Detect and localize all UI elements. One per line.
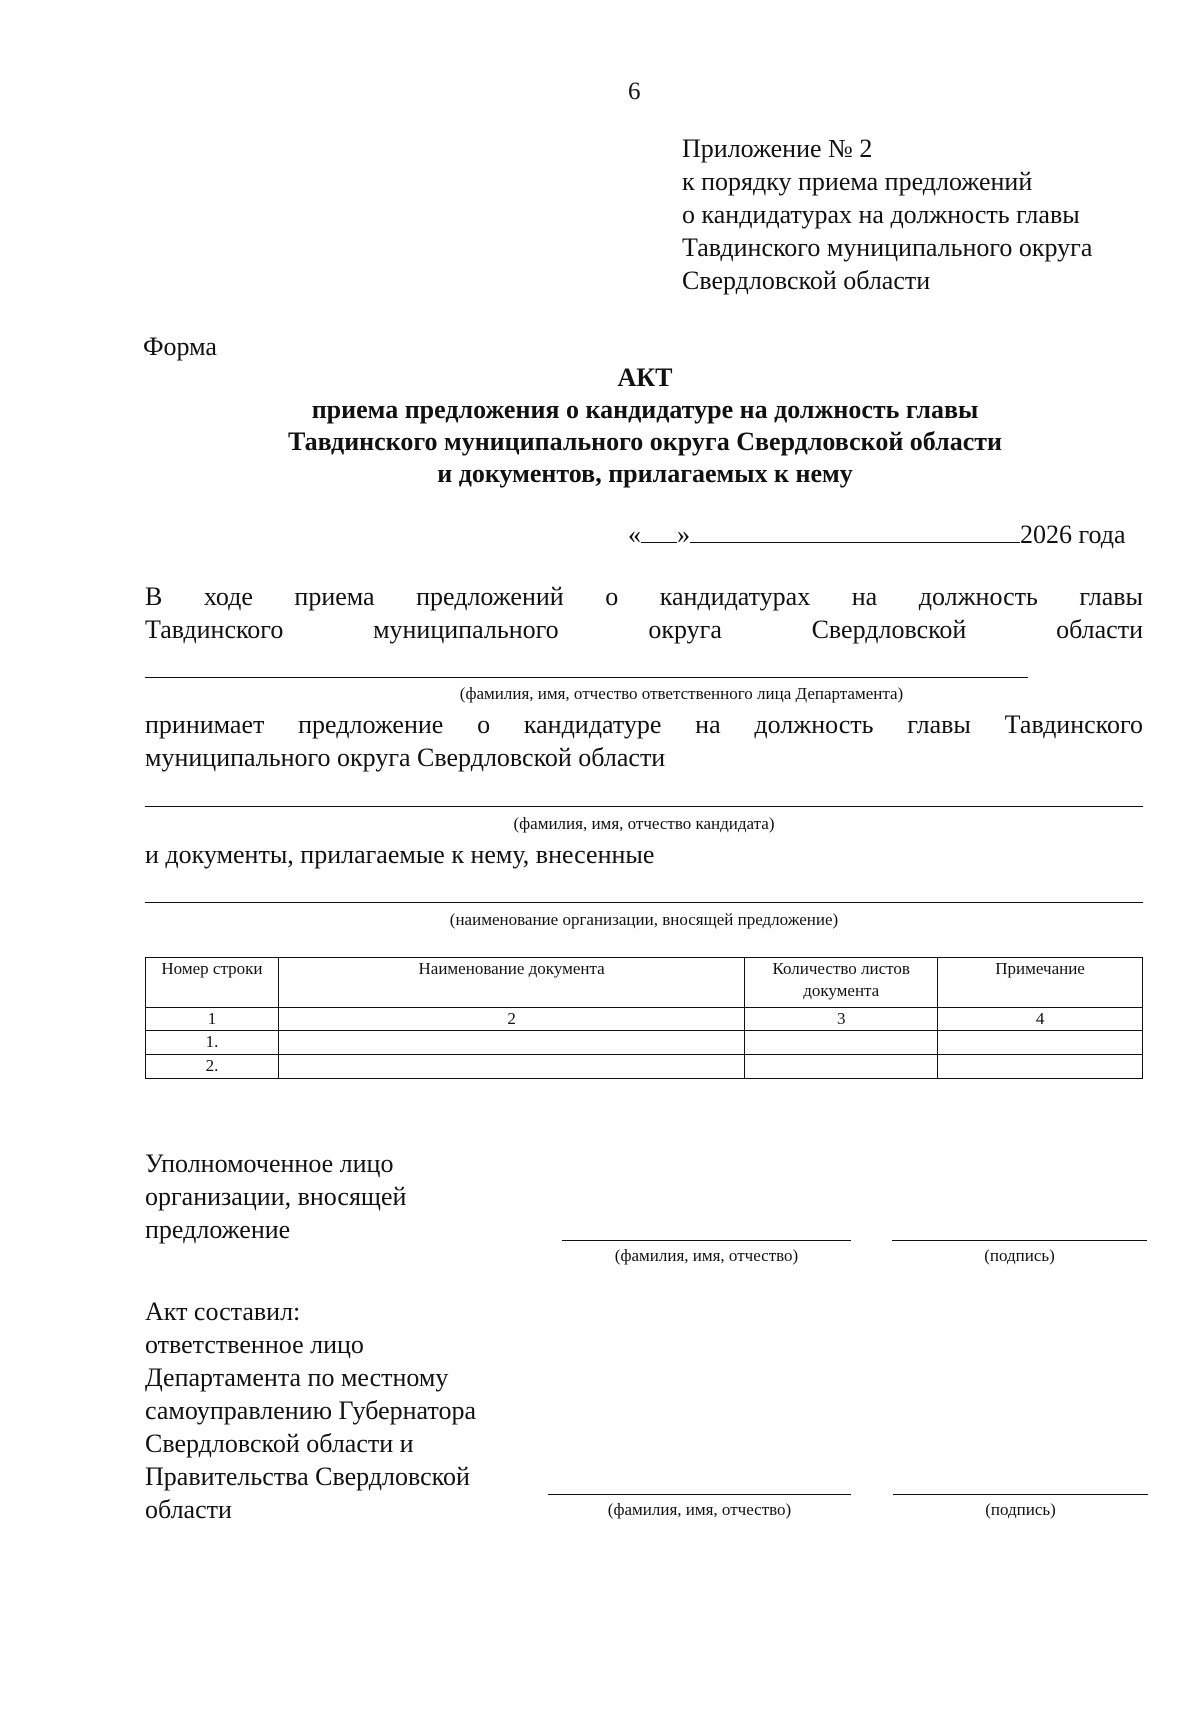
paragraph-line: муниципального округа Свердловской области xyxy=(145,743,666,772)
title-line: Тавдинского муниципального округа Свердловской области xyxy=(287,427,1003,456)
title-line: приема предложения о кандидатуре на должность главы xyxy=(311,395,979,424)
paragraph-line: и документы, прилагаемые к нему, внесенные xyxy=(145,840,655,869)
table-header-row xyxy=(146,958,1143,1008)
candidate-name-blank[interactable] xyxy=(145,806,1143,807)
day-blank[interactable] xyxy=(641,520,677,543)
caption-candidate: (фамилия, имя, отчество кандидата) xyxy=(513,814,775,833)
caption-department-official: (фамилия, имя, отчество ответственного лица Департамента) xyxy=(459,684,904,703)
signature-label-line: Правительства Свердловской xyxy=(145,1462,470,1491)
signature-block-department xyxy=(145,1295,476,1526)
page-number: 6 xyxy=(628,78,641,105)
signature-label-line: организации, вносящей xyxy=(145,1182,407,1211)
organization-rep-signature-blank[interactable] xyxy=(892,1240,1147,1241)
appendix-header xyxy=(682,132,1092,297)
close-quote: » xyxy=(677,520,690,549)
documents-table xyxy=(145,957,1143,1079)
appendix-line: Тавдинского муниципального округа xyxy=(682,233,1093,262)
table-cell[interactable] xyxy=(278,1055,744,1079)
appendix-line: к порядку приема предложений xyxy=(682,167,1033,196)
department-official-blank[interactable] xyxy=(145,677,1028,678)
document-title xyxy=(0,362,1200,490)
year-text: 2026 года xyxy=(1020,520,1126,549)
signature-block-organization xyxy=(145,1147,406,1246)
table-numbering-row xyxy=(146,1008,1143,1031)
table-cell: 3 xyxy=(745,1008,938,1031)
signature-label-line: Акт составил: xyxy=(145,1297,301,1326)
paragraph-line: принимает предложение о кандидатуре на должность главы Тавдинского xyxy=(145,710,1143,739)
appendix-line: о кандидатурах на должность главы xyxy=(682,200,1080,229)
paragraph-line: В ходе приема предложений о кандидатурах на должность главы xyxy=(145,582,1143,611)
signature-label-line: Свердловской области и xyxy=(145,1429,414,1458)
table-cell: 2 xyxy=(278,1008,744,1031)
table-cell[interactable] xyxy=(938,1055,1143,1079)
title-line: АКТ xyxy=(617,363,673,392)
signature-label-line: Уполномоченное лицо xyxy=(145,1149,394,1178)
table-header-cell: Наименование документа xyxy=(278,958,744,1008)
table-header-cell: Примечание xyxy=(938,958,1143,1008)
title-line: и документов, прилагаемых к нему xyxy=(437,459,853,488)
month-blank[interactable] xyxy=(690,520,1020,543)
table-header-cell: Количество листов документа xyxy=(745,958,938,1008)
signature-label-line: самоуправлению Губернатора xyxy=(145,1396,476,1425)
signature-label-line: Департамента по местному xyxy=(145,1363,449,1392)
appendix-line: Приложение № 2 xyxy=(682,134,873,163)
table-cell[interactable] xyxy=(745,1031,938,1055)
department-official-signature-blank[interactable] xyxy=(893,1494,1148,1495)
caption-signature: (подпись) xyxy=(984,1246,1055,1265)
caption-organization: (наименование организации, вносящей предложение) xyxy=(449,910,839,929)
signature-label-line: предложение xyxy=(145,1215,291,1244)
organization-rep-name-blank[interactable] xyxy=(562,1240,851,1241)
caption-signature: (подпись) xyxy=(985,1500,1056,1519)
caption-name: (фамилия, имя, отчество) xyxy=(607,1500,792,1519)
open-quote: « xyxy=(628,520,641,549)
table-cell[interactable] xyxy=(278,1031,744,1055)
signature-label-line: области xyxy=(145,1495,232,1524)
signature-label-line: ответственное лицо xyxy=(145,1330,364,1359)
table-cell: 1 xyxy=(146,1008,279,1031)
appendix-line: Свердловской области xyxy=(682,266,931,295)
organization-name-blank[interactable] xyxy=(145,902,1143,903)
date-field xyxy=(628,520,1126,550)
table-cell[interactable] xyxy=(938,1031,1143,1055)
table-cell[interactable] xyxy=(745,1055,938,1079)
caption-name: (фамилия, имя, отчество) xyxy=(614,1246,799,1265)
table-cell: 4 xyxy=(938,1008,1143,1031)
form-label: Форма xyxy=(143,332,217,361)
department-official-name-blank[interactable] xyxy=(548,1494,851,1495)
table-row xyxy=(146,1055,1143,1079)
table-cell: 1. xyxy=(146,1031,279,1055)
table-header-cell: Номер строки xyxy=(146,958,279,1008)
table-row xyxy=(146,1031,1143,1055)
table-cell: 2. xyxy=(146,1055,279,1079)
paragraph-line: Тавдинского муниципального округа Свердловской области xyxy=(145,615,1143,644)
